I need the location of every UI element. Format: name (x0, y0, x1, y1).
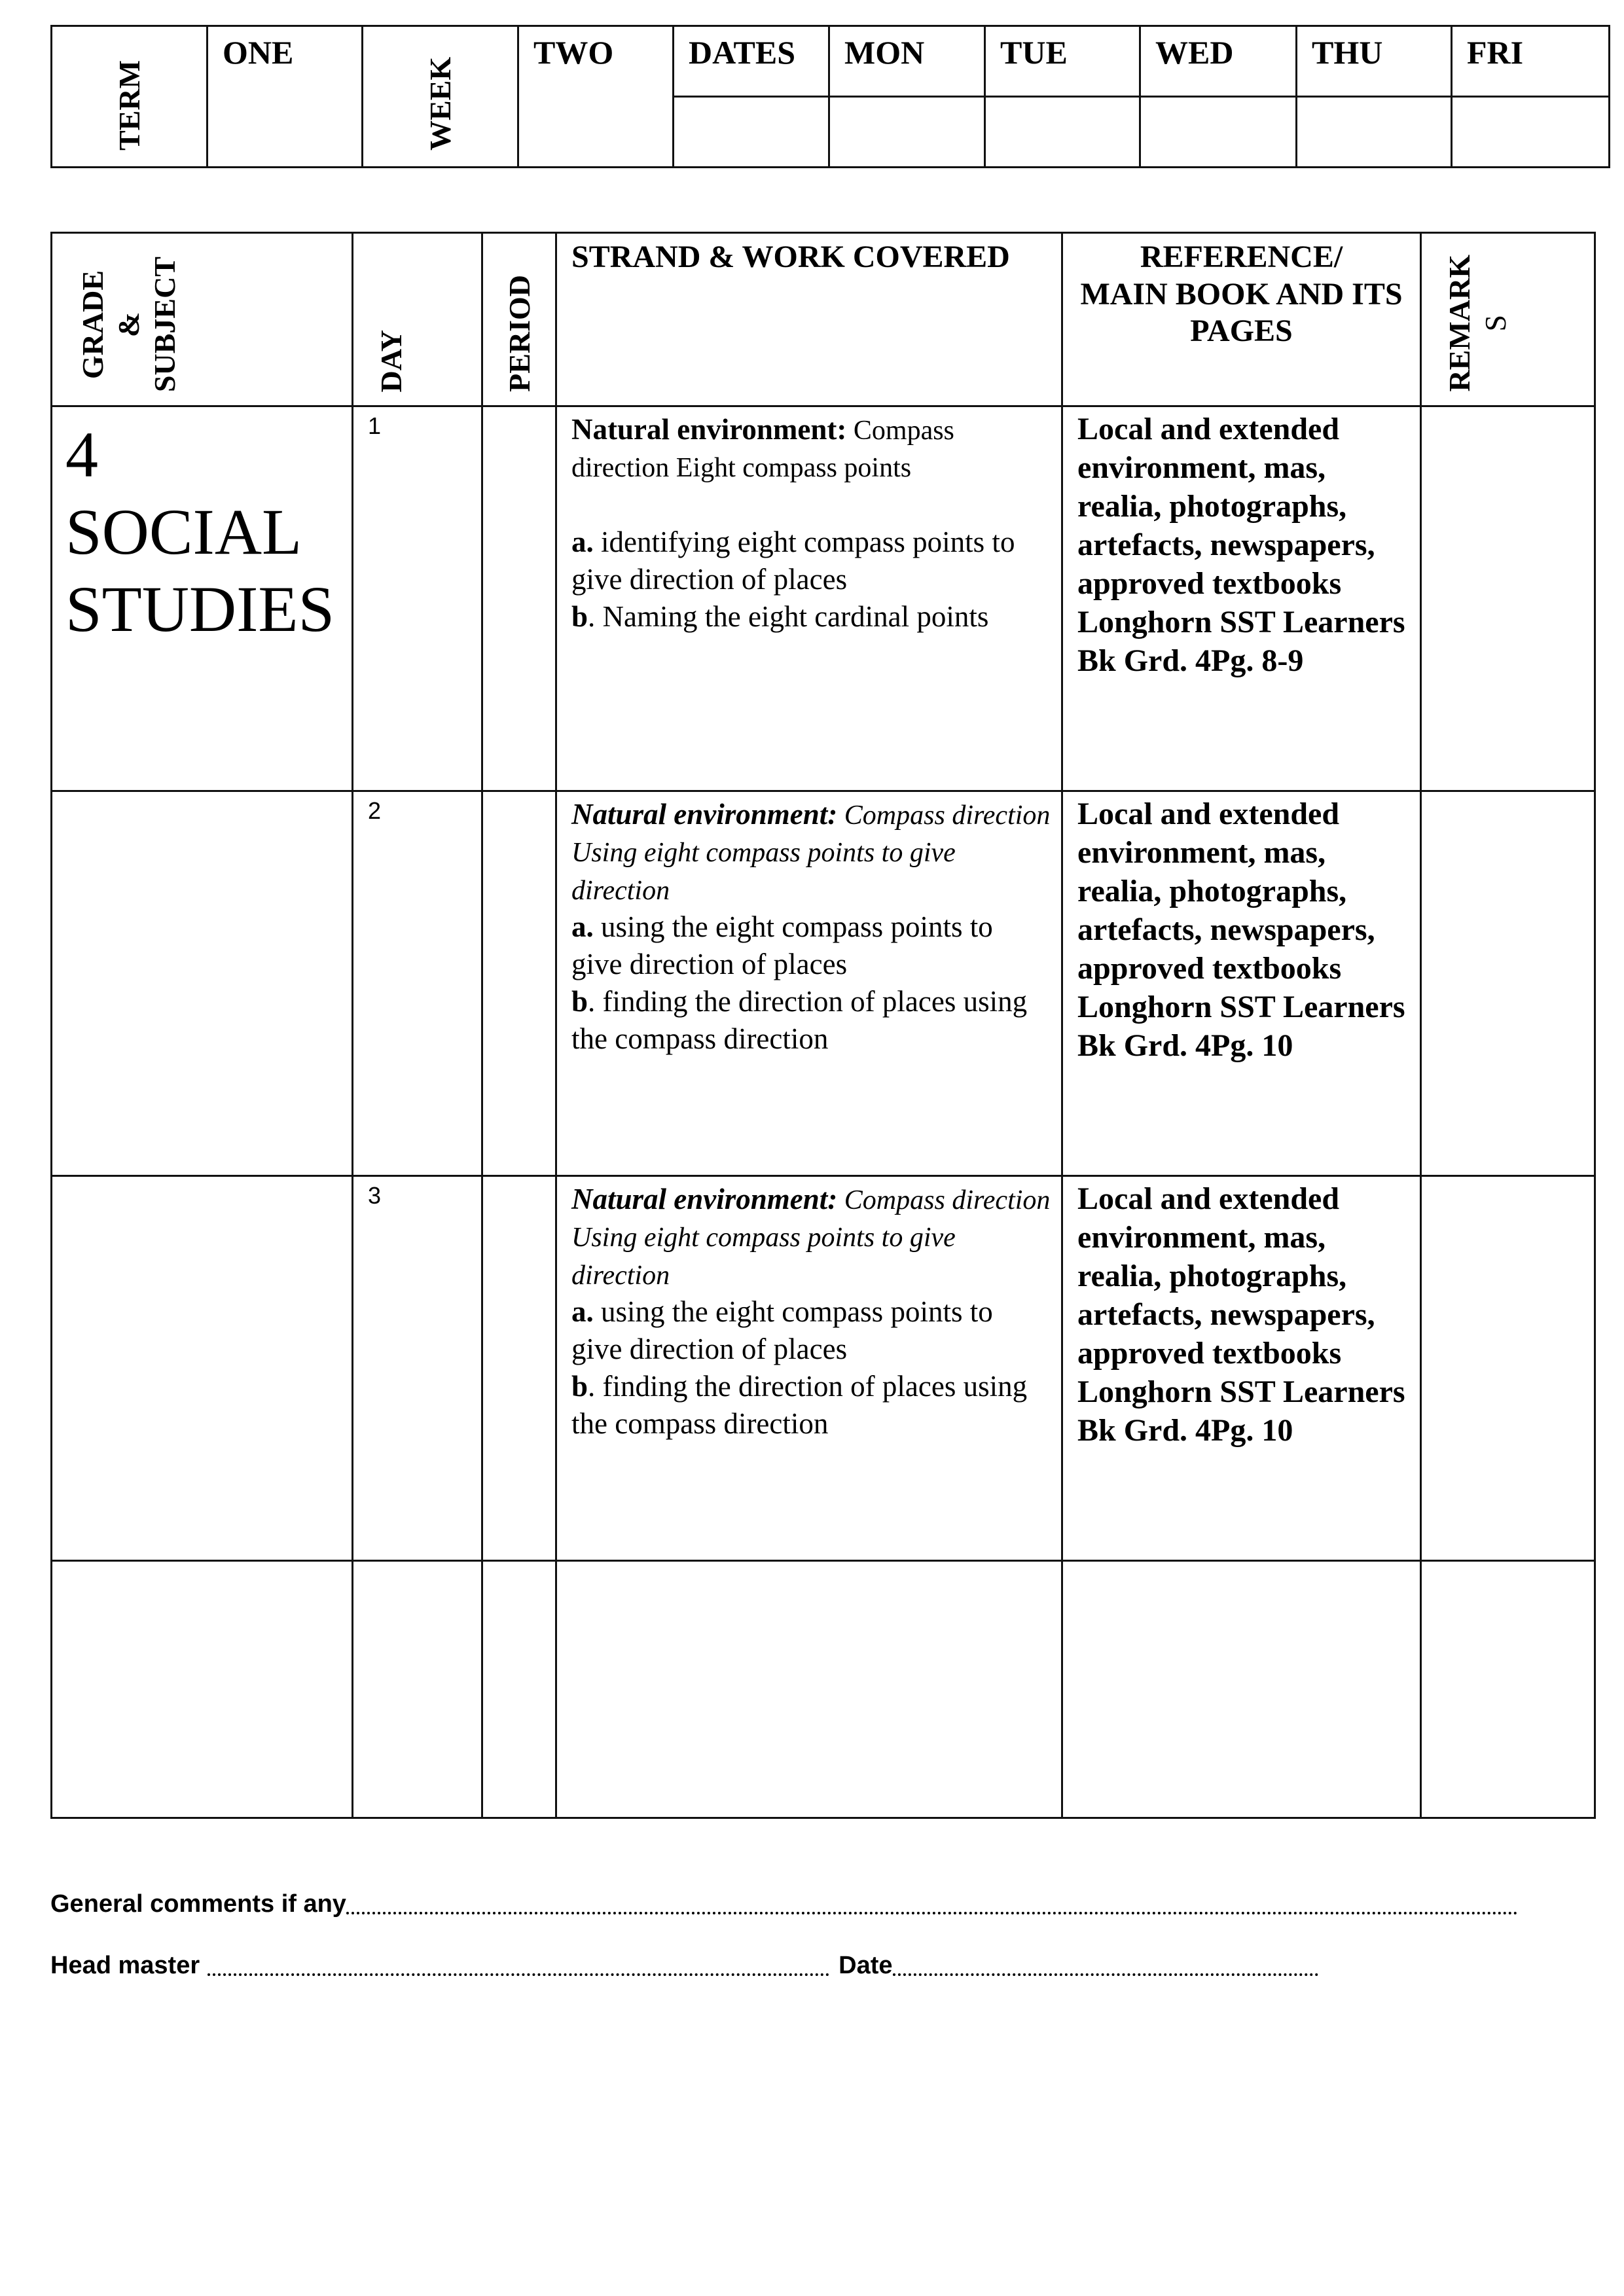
subject-line1: SOCIAL (65, 495, 302, 568)
reference-header-line2: MAIN BOOK AND ITS (1080, 276, 1403, 312)
date-cell-mon[interactable] (829, 97, 985, 168)
item-b-text: . Naming the eight cardinal points (588, 600, 989, 633)
day-cell (353, 1176, 482, 1561)
remarks-header-line1: REMARK (1443, 255, 1476, 392)
table-row (52, 1176, 1595, 1561)
strand-title: Natural environment: (571, 1183, 838, 1215)
day-header-fri (1452, 26, 1610, 97)
reference-header (1062, 233, 1421, 406)
date-field[interactable] (893, 1973, 1318, 1976)
strand-subtitle: Compass direction Using eight compass points to give direction (571, 800, 1051, 906)
remarks-cell[interactable] (1421, 406, 1595, 791)
general-comments-label: General comments if any (50, 1890, 346, 1918)
general-comments-line (50, 1890, 1518, 1918)
item-b-label: b (571, 1370, 588, 1403)
dates-label: DATES (689, 34, 796, 71)
item-a-label: a. (571, 525, 594, 558)
signoff-line (50, 1952, 1318, 1980)
item-b-text: . finding the direction of places using the compass direction (571, 1370, 1028, 1441)
term-value-cell[interactable] (208, 26, 363, 168)
term-label: TERM (112, 60, 146, 151)
reference-cell (1062, 791, 1421, 1176)
grade-subject-cell (52, 791, 353, 1176)
item-a-text: identifying eight compass points to give direction of places (571, 525, 1015, 596)
day-header-thu (1297, 26, 1452, 97)
day-number: 3 (368, 1182, 382, 1209)
reference-cell (1062, 406, 1421, 791)
day-header-wed (1140, 26, 1297, 97)
reference-cell[interactable] (1062, 1561, 1421, 1818)
item-b-label: b (571, 985, 588, 1018)
date-label: Date (839, 1952, 893, 1979)
subject-line2: STUDIES (65, 573, 335, 645)
remarks-cell[interactable] (1421, 791, 1595, 1176)
general-comments-field[interactable] (346, 1912, 1518, 1914)
dates-blank-cell[interactable] (674, 97, 829, 168)
header-row (52, 233, 1595, 406)
day-label: FRI (1467, 34, 1524, 71)
item-a-label: a. (571, 910, 594, 943)
period-cell[interactable] (482, 1176, 556, 1561)
reference-cell (1062, 1176, 1421, 1561)
table-row-empty (52, 1561, 1595, 1818)
week-label: WEEK (423, 56, 457, 151)
day-label: TUE (1000, 34, 1068, 71)
date-cell-wed[interactable] (1140, 97, 1297, 168)
day-header (353, 233, 482, 406)
item-b-text: . finding the direction of places using the compass direction (571, 985, 1028, 1056)
day-cell (353, 791, 482, 1176)
period-cell[interactable] (482, 1561, 556, 1818)
grade-subject-header (52, 233, 353, 406)
ampersand-label: & (112, 312, 146, 337)
strand-cell[interactable] (556, 1561, 1062, 1818)
strand-header-label: STRAND & WORK COVERED (571, 240, 1010, 274)
lesson-record-table (50, 232, 1596, 1819)
day-label: MON (844, 34, 925, 71)
period-header-label: PERIOD (503, 275, 536, 392)
date-cell-fri[interactable] (1452, 97, 1610, 168)
strand-subtitle: Compass direction Eight compass points (571, 416, 954, 484)
reference-header-line1: REFERENCE/ (1140, 240, 1343, 274)
strand-header (556, 233, 1062, 406)
strand-cell (556, 406, 1062, 791)
strand-title: Natural environment: (571, 413, 847, 446)
grade-value: 4 (65, 418, 98, 491)
week-label-cell (363, 26, 518, 168)
day-number: 2 (368, 797, 382, 824)
reference-text: Local and extended environment, mas, realia, photographs, artefacts, newspapers, approved textbooks Longhorn SST Learners Bk Grd. 4Pg. 8-9 (1077, 412, 1405, 679)
day-cell[interactable] (353, 1561, 482, 1818)
day-number: 1 (368, 412, 382, 439)
grade-subject-cell[interactable] (52, 1561, 353, 1818)
period-cell[interactable] (482, 406, 556, 791)
week-value-cell[interactable] (518, 26, 674, 168)
strand-subtitle: Compass direction Using eight compass points to give direction (571, 1185, 1051, 1291)
date-cell-tue[interactable] (985, 97, 1140, 168)
dates-label-cell (674, 26, 829, 97)
strand-cell (556, 791, 1062, 1176)
table-row (52, 791, 1595, 1176)
item-a-text: using the eight compass points to give direction of places (571, 1295, 993, 1366)
headmaster-signature-field[interactable] (208, 1973, 829, 1976)
term-label-cell (52, 26, 208, 168)
reference-text: Local and extended environment, mas, realia, photographs, artefacts, newspapers, approved textbooks Longhorn SST Learners Bk Grd. 4Pg. 10 (1077, 1181, 1405, 1448)
grade-subject-cell (52, 1176, 353, 1561)
reference-header-line3: PAGES (1190, 314, 1293, 349)
table-row (52, 406, 1595, 791)
item-b-label: b (571, 600, 588, 633)
period-cell[interactable] (482, 791, 556, 1176)
item-a-label: a. (571, 1295, 594, 1328)
remarks-header-line2: S (1479, 315, 1513, 332)
day-header-tue (985, 26, 1140, 97)
day-cell (353, 406, 482, 791)
strand-cell (556, 1176, 1062, 1561)
item-a-text: using the eight compass points to give direction of places (571, 910, 993, 981)
week-value: TWO (533, 34, 614, 71)
strand-title: Natural environment: (571, 798, 838, 831)
day-header-label: DAY (374, 329, 408, 392)
reference-text: Local and extended environment, mas, realia, photographs, artefacts, newspapers, approved textbooks Longhorn SST Learners Bk Grd. 4Pg. 10 (1077, 797, 1405, 1064)
remarks-cell[interactable] (1421, 1561, 1595, 1818)
grade-subject-cell (52, 406, 353, 791)
term-value: ONE (223, 34, 294, 71)
term-week-table (50, 25, 1610, 168)
period-header (482, 233, 556, 406)
date-cell-thu[interactable] (1297, 97, 1452, 168)
grade-header-label: GRADE (76, 270, 109, 379)
subject-header-label: SUBJECT (148, 256, 182, 392)
day-label: WED (1155, 34, 1234, 71)
headmaster-label: Head master (50, 1952, 200, 1979)
remarks-header (1421, 233, 1595, 406)
remarks-cell[interactable] (1421, 1176, 1595, 1561)
day-label: THU (1312, 34, 1383, 71)
day-header-mon (829, 26, 985, 97)
